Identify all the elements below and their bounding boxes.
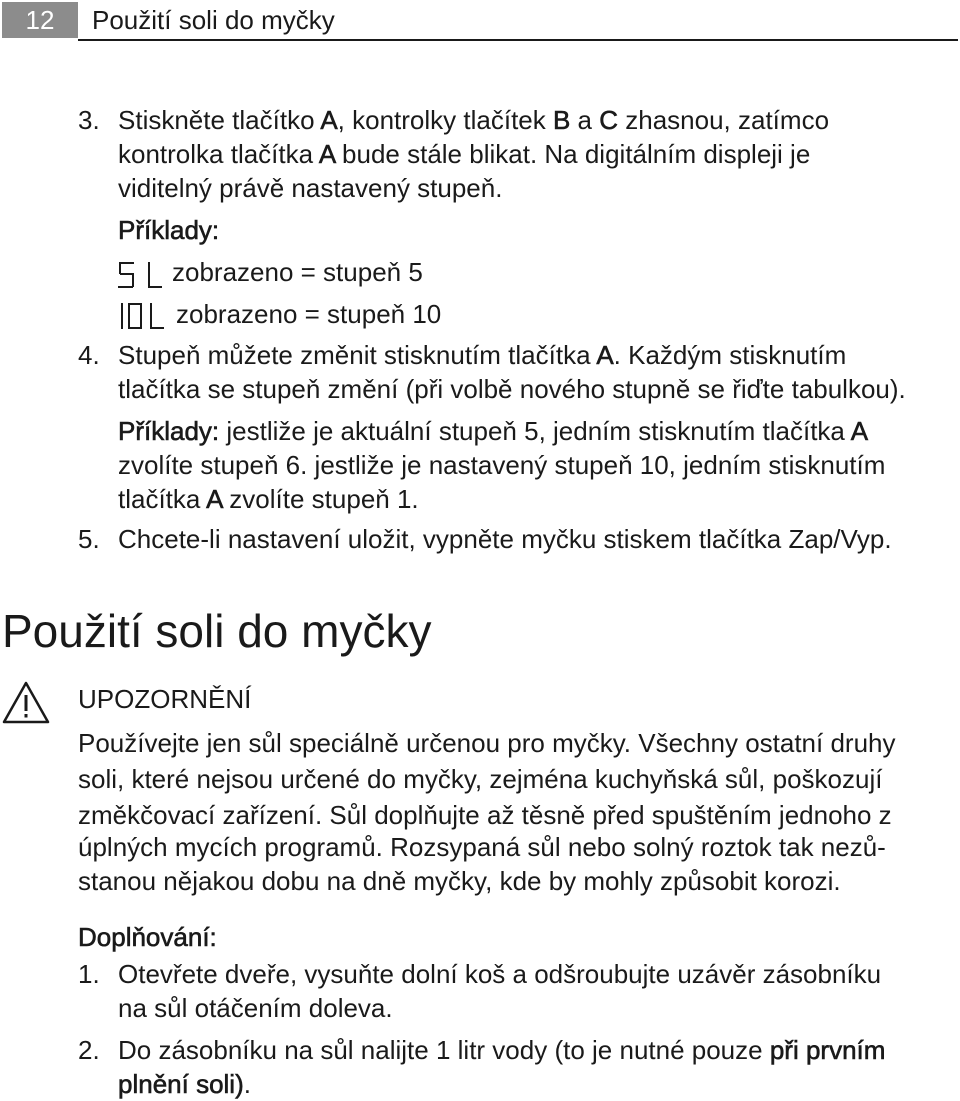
- text-run: tlačítka se stupeň změní (při volbě nového stupně se řiďte tabulkou).: [118, 374, 906, 404]
- step-3-number: 3.: [78, 105, 100, 135]
- refill-step-2-line-2: [118, 1067, 251, 1101]
- warning-line-5: stanou nějakou dobu na dně myčky, kde by mohly způsobit korozi.: [78, 866, 841, 896]
- text-run: Otevřete dveře, vysuňte dolní koš a odšroubujte uzávěr zásobníku: [118, 959, 882, 989]
- text-run: Stupeň můžete změnit stisknutím tlačítka: [118, 340, 597, 370]
- warning-title: UPOZORNĚNÍ: [78, 684, 252, 714]
- text-run: kontrolka tlačítka: [118, 139, 319, 169]
- examples-label: Příklady:: [118, 215, 220, 245]
- text-run: jestliže je aktuální stupeň 5, jedním stisknutím tlačítka: [219, 416, 851, 446]
- warning-line-1: Používejte jen sůl speciálně určenou pro myčky. Všechny ostatní druhy: [78, 728, 896, 758]
- warning-line-4: úplných mycích programů. Rozsypaná sůl nebo solný roztok tak nezů-: [78, 832, 886, 862]
- text-run: . Každým stisknutím: [613, 340, 847, 370]
- emphasis-text: Příklady:: [118, 416, 220, 446]
- emphasis-text: plnění soli): [118, 1069, 244, 1099]
- warning-line-2: soli, které nejsou určené do myčky, zejména kuchyňská sůl, poškozují: [78, 764, 883, 794]
- text-run: Stiskněte tlačítko: [118, 105, 321, 135]
- page-number: 12: [2, 2, 78, 38]
- page-header: [0, 0, 960, 44]
- step-3-line-2: [118, 137, 810, 171]
- step-4-number: 4.: [78, 340, 100, 370]
- emphasis-text: A: [850, 416, 869, 446]
- examples-2-line-2: [118, 448, 885, 482]
- emphasis-text: A: [318, 139, 335, 169]
- warning-triangle-icon: [2, 680, 50, 724]
- step-5-number: 5.: [78, 524, 100, 554]
- step-3-line-1: [118, 103, 829, 137]
- text-run: Do zásobníku na sůl nalijte 1 litr vody (to je nutné pouze: [118, 1035, 770, 1065]
- text-run: viditelný právě nastavený stupeň.: [118, 173, 503, 203]
- step-4-line-2: [118, 372, 906, 406]
- text-run: zvolíte stupeň 6. jestliže je nastavený stupeň 10, jedním stisknutím: [118, 450, 886, 480]
- text-run: zvolíte stupeň 1.: [222, 484, 419, 514]
- examples-2-line-1: [118, 414, 868, 448]
- text-run: tlačítka: [118, 484, 207, 514]
- step-5-line-1: [118, 522, 892, 556]
- step-3-line-3: [118, 171, 502, 205]
- refill-label: Doplňování:: [78, 922, 217, 952]
- display-10l-icon: [118, 303, 170, 329]
- refill-step-2-number: 2.: [78, 1035, 100, 1065]
- refill-step-1-line-1: [118, 957, 881, 991]
- example-2-text: zobrazeno = stupeň 10: [176, 299, 442, 329]
- emphasis-text: A: [206, 484, 223, 514]
- text-run: bude stále blikat. Na digitálním displeji je: [334, 139, 811, 169]
- example-1-text: zobrazeno = stupeň 5: [172, 257, 423, 287]
- examples-2-line-3: [118, 482, 419, 516]
- emphasis-text: A: [596, 340, 614, 370]
- warning-line-3: změkčovací zařízení. Sůl doplňujte až těsně před spuštěním jednoho z: [78, 800, 892, 830]
- emphasis-text: při prvním: [769, 1035, 886, 1065]
- refill-step-2-line-1: [118, 1033, 885, 1067]
- section-title: Použití soli do myčky: [2, 605, 432, 657]
- emphasis-text: A: [320, 105, 338, 135]
- text-run: na sůl otáčením doleva.: [118, 993, 393, 1023]
- emphasis-text: B: [552, 105, 571, 135]
- text-run: .: [243, 1069, 251, 1099]
- refill-step-1-line-2: [118, 991, 393, 1025]
- text-run: a: [570, 105, 600, 135]
- header-title: Použití soli do myčky: [92, 5, 335, 35]
- text-run: Chcete-li nastavení uložit, vypněte myčku stiskem tlačítka Zap/Vyp.: [118, 524, 892, 554]
- refill-step-1-number: 1.: [78, 959, 100, 989]
- text-run: , kontrolky tlačítek: [337, 105, 553, 135]
- emphasis-text: C: [599, 105, 619, 135]
- step-4-line-1: [118, 338, 846, 372]
- text-run: zhasnou, zatímco: [618, 105, 830, 135]
- header-rule: [78, 39, 958, 41]
- display-5l-icon: [118, 262, 168, 288]
